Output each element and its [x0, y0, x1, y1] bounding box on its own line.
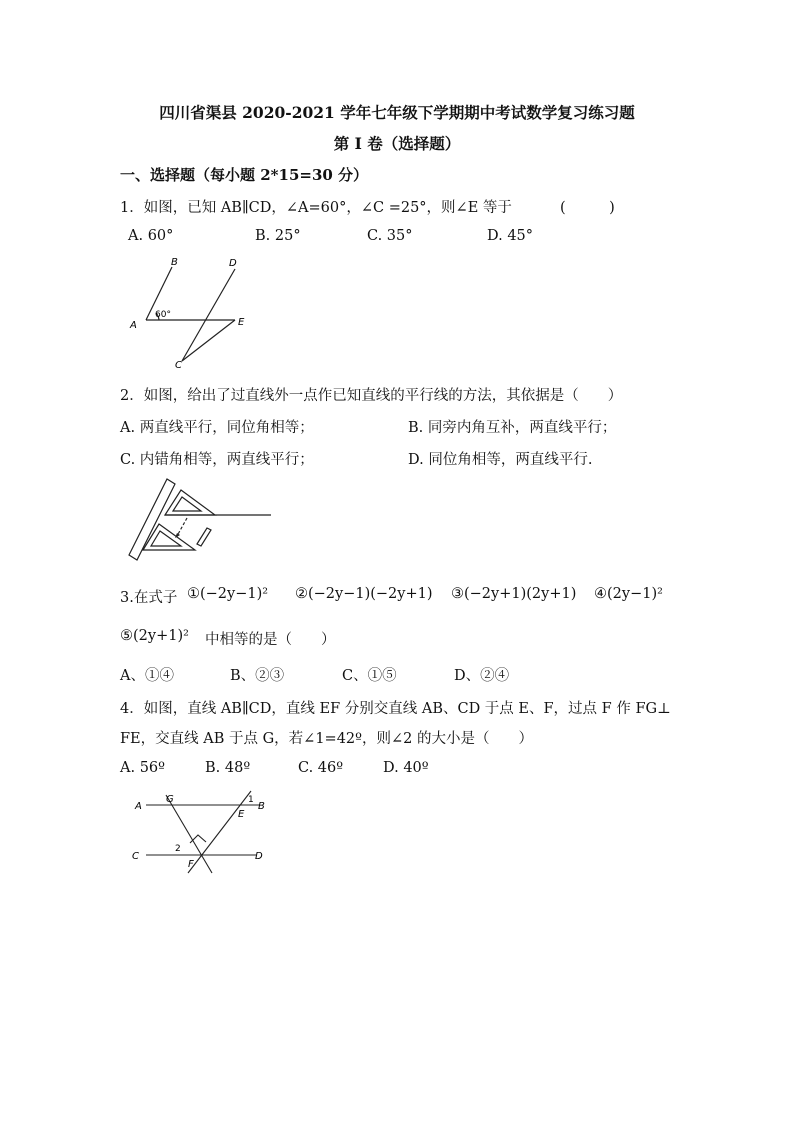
- q4-label-g: G: [166, 794, 174, 805]
- q3-expr-1: ①(−2y−1)²: [187, 586, 269, 602]
- q2-ruler: [129, 479, 175, 560]
- q1-label-d: D: [229, 258, 237, 269]
- question-3-prefix: 3.在式子: [120, 590, 178, 606]
- q1-option-b: B. 25°: [255, 228, 301, 244]
- q4-figure: [128, 785, 278, 875]
- q2-option-d: D. 同位角相等，两直线平行.: [408, 452, 593, 468]
- q4-label-2: 2: [175, 844, 181, 854]
- q2-pencil: [197, 528, 211, 546]
- q1-label-c: C: [175, 360, 182, 370]
- q4-option-a: A. 56º: [120, 760, 165, 776]
- question-2-stem: 2．如图，给出了过直线外一点作已知直线的平行线的方法，其依据是（ ）: [120, 388, 623, 404]
- q2-option-b: B. 同旁内角互补，两直线平行；: [408, 420, 617, 436]
- q2-figure: [125, 478, 275, 564]
- q2-set-square-upper-inner: [173, 497, 201, 511]
- q3-option-c: C、①⑤: [342, 668, 397, 684]
- q1-option-c: C. 35°: [367, 228, 413, 244]
- q4-option-c: C. 46º: [298, 760, 344, 776]
- document-subtitle: 第 I 卷（选择题）: [333, 134, 461, 153]
- q2-slide-arrow: [177, 518, 187, 536]
- q3-option-b: B、②③: [230, 668, 285, 684]
- q2-option-a: A. 两直线平行，同位角相等；: [120, 420, 314, 436]
- q4-option-d: D. 40º: [383, 760, 429, 776]
- question-4-stem-line-2: FE，交直线 AB 于点 G，若∠1=42º，则∠2 的大小是（ ）: [120, 731, 533, 747]
- q1-figure: [125, 255, 260, 370]
- q4-line-ef: [188, 791, 251, 873]
- q4-label-b: B: [258, 801, 265, 812]
- q4-label-d: D: [255, 851, 263, 862]
- q4-label-1: 1: [248, 795, 254, 805]
- q1-line-cd: [182, 269, 235, 361]
- question-4-stem-line-1: 4．如图，直线 AB∥CD，直线 EF 分别交直线 AB、CD 于点 E、F，过点 F 作 FG⊥: [120, 701, 671, 717]
- q4-label-e: E: [238, 809, 245, 820]
- q2-set-square-lower-inner: [151, 531, 181, 546]
- section-heading: 一、选择题（每小题 2*15=30 分）: [120, 166, 369, 184]
- q1-line-ce: [182, 320, 235, 361]
- q3-option-d: D、②④: [454, 668, 510, 684]
- document-title: 四川省渠县 2020-2021 学年七年级下学期期中考试数学复习练习题: [159, 103, 635, 122]
- q3-expr-3: ③(−2y+1)(2y+1): [451, 586, 577, 602]
- q4-label-f: F: [188, 859, 194, 870]
- q1-option-a: A. 60°: [128, 228, 174, 244]
- q4-option-b: B. 48º: [205, 760, 251, 776]
- q3-expr-2: ②(−2y−1)(−2y+1): [295, 586, 433, 602]
- q1-label-angle: 60°: [155, 310, 171, 320]
- q4-label-c: C: [132, 851, 139, 862]
- q1-label-e: E: [238, 317, 245, 328]
- question-3-suffix: 中相等的是（ ）: [205, 632, 336, 648]
- question-1-paren: ( ): [560, 200, 615, 216]
- q1-label-b: B: [171, 257, 178, 268]
- q1-label-a: A: [130, 320, 137, 331]
- question-1-stem: 1．如图，已知 AB∥CD，∠A=60°，∠C =25°，则∠E 等于: [120, 200, 512, 216]
- q1-option-d: D. 45°: [487, 228, 534, 244]
- q2-option-c: C. 内错角相等，两直线平行；: [120, 452, 314, 468]
- q3-expr-4: ④(2y−1)²: [594, 586, 663, 602]
- q3-expr-5: ⑤(2y+1)²: [120, 628, 189, 644]
- q4-label-a: A: [135, 801, 142, 812]
- q3-option-a: A、①④: [120, 668, 174, 684]
